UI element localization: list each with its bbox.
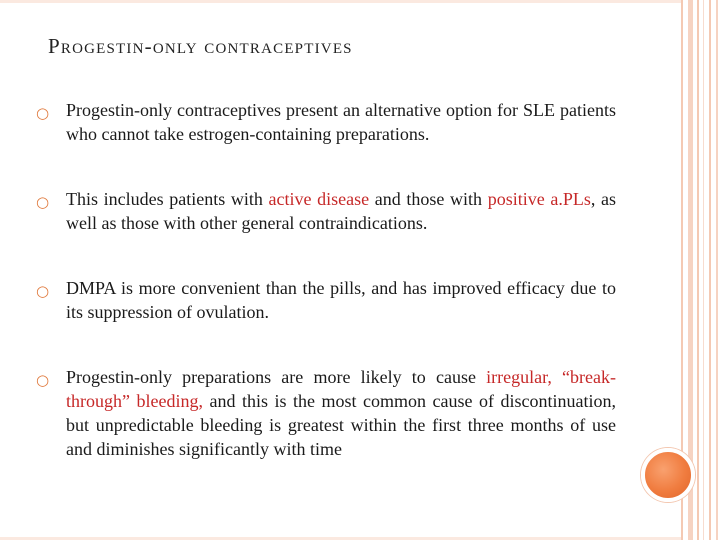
bullet-text: This includes patients with [66, 189, 269, 209]
frame-line [703, 0, 704, 540]
decorative-orb [641, 448, 695, 502]
frame-line [716, 0, 718, 540]
bullet-list [36, 98, 616, 502]
highlighted-text: irregular, “break-through” bleeding, [66, 367, 616, 411]
bullet-text: , as well as those with other general contraindications. [66, 189, 616, 233]
highlighted-text: positive a.PLs [487, 189, 591, 209]
bullet-icon: ○ [36, 282, 50, 300]
bullet-item [36, 187, 616, 235]
frame-line [709, 0, 711, 540]
top-border [0, 0, 681, 3]
bullet-text: DMPA is more convenient than the pills, and has improved efficacy due to its suppression of ovulation. [66, 278, 616, 322]
bullet-icon: ○ [36, 193, 50, 211]
bullet-icon: ○ [36, 104, 50, 122]
bullet-text: Progestin-only preparations are more likely to cause [66, 367, 487, 387]
bullet-item [36, 365, 616, 461]
bullet-text: Progestin-only contraceptives present an alternative option for SLE patients who cannot take estrogen-containing preparations. [66, 100, 616, 144]
bullet-text: and this is the most common cause of discontinuation, but unpredictable bleeding is greatest within the first three months of use and diminishes significantly with time [66, 391, 616, 459]
highlighted-text: active disease [268, 189, 370, 209]
bullet-item [36, 276, 616, 324]
bullet-item [36, 98, 616, 146]
bullet-text: and those with [369, 189, 488, 209]
slide-title: Progestin-only contraceptives [48, 34, 353, 58]
bullet-icon: ○ [36, 371, 50, 389]
frame-line [697, 0, 699, 540]
